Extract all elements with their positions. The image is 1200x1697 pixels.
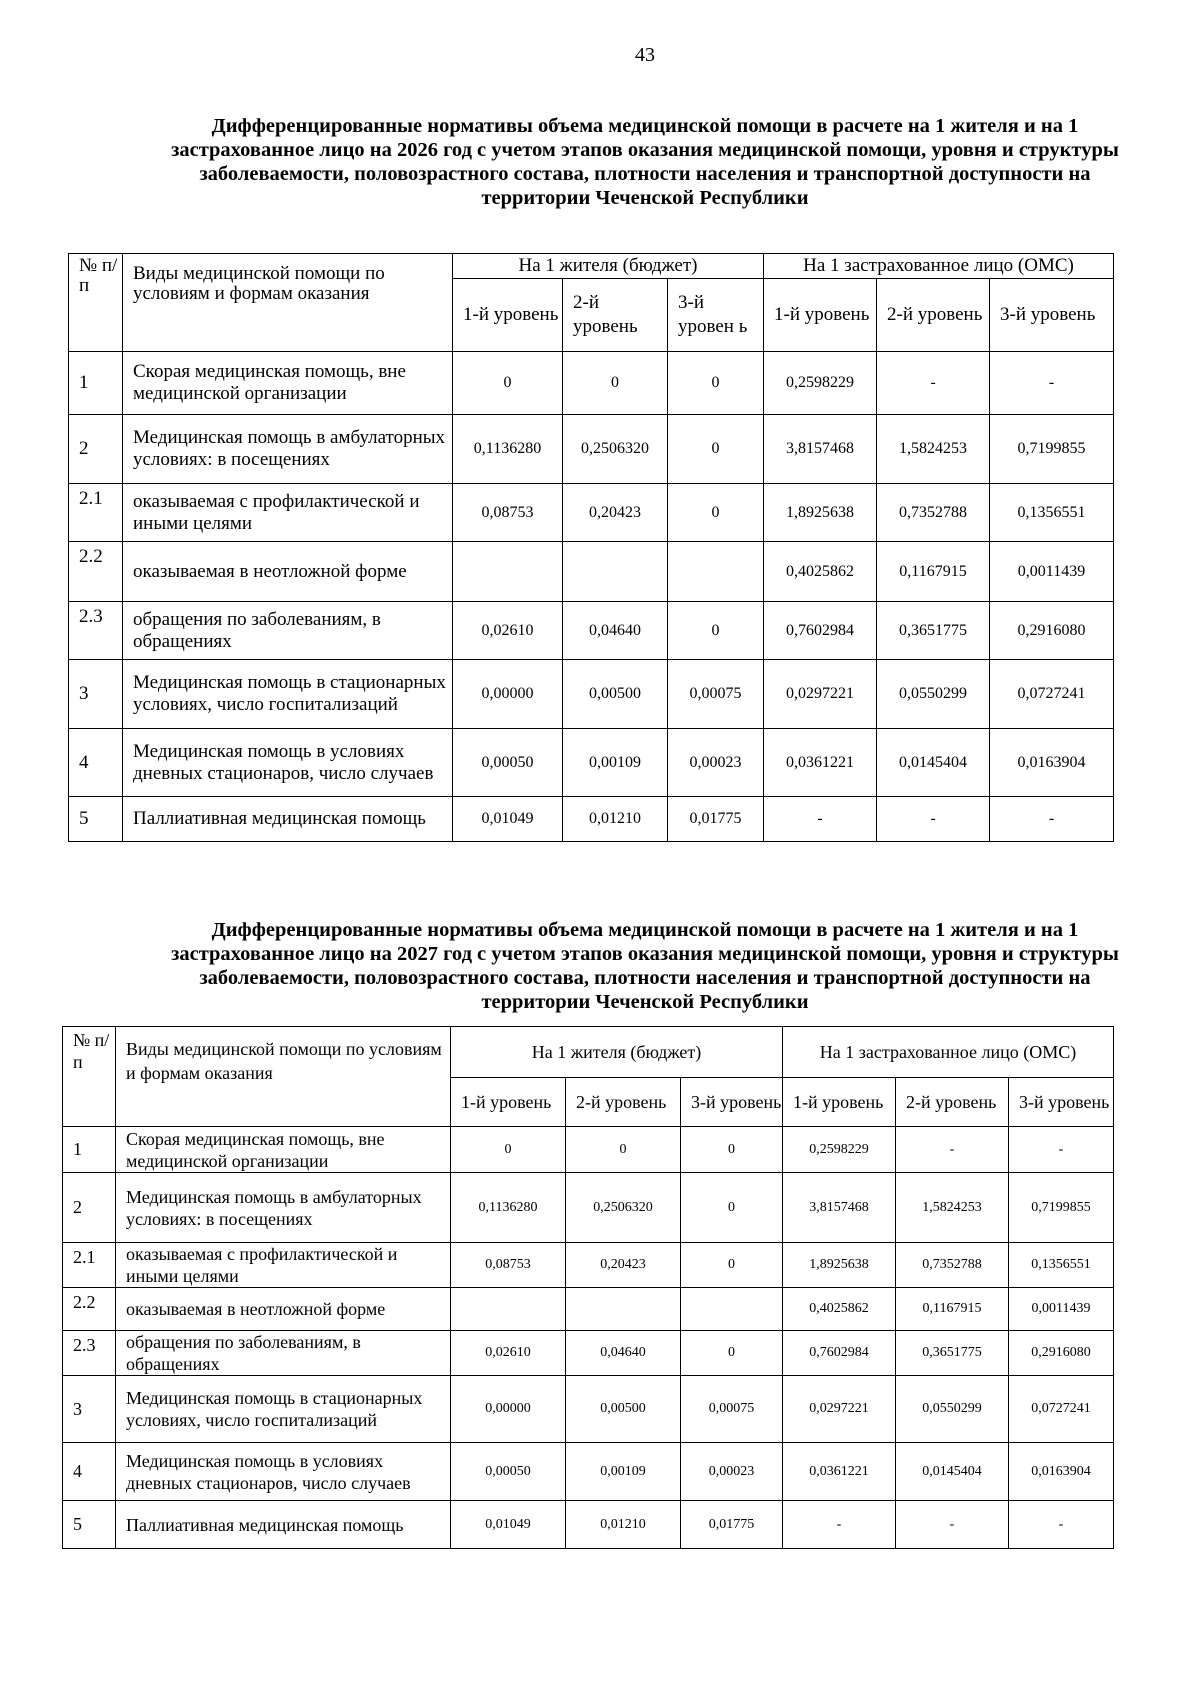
value-cell xyxy=(681,1288,783,1331)
value-cell: 0,2598229 xyxy=(764,352,877,415)
value-cell: 0,0011439 xyxy=(990,542,1114,602)
value-cell: - xyxy=(877,797,990,842)
value-cell: 0,00050 xyxy=(451,1443,566,1501)
value-cell: 0,00000 xyxy=(451,1376,566,1443)
value-cell: - xyxy=(877,352,990,415)
row-name: Медицинская помощь в стационарных условиях, число госпитализаций xyxy=(123,660,453,729)
header-oms: На 1 застрахованное лицо (ОМС) xyxy=(764,254,1114,279)
value-cell: 0,01210 xyxy=(563,797,668,842)
table-row xyxy=(63,1288,1114,1331)
row-index: 2.2 xyxy=(69,542,123,602)
value-cell: 0,08753 xyxy=(451,1243,566,1288)
row-index: 2.3 xyxy=(69,602,123,660)
header-level-2-oms: 2-й уровень xyxy=(896,1078,1009,1127)
row-index: 2.1 xyxy=(63,1243,116,1288)
value-cell: 0,01049 xyxy=(451,1501,566,1549)
table-row xyxy=(63,1376,1114,1443)
value-cell: 0,4025862 xyxy=(764,542,877,602)
table-row xyxy=(69,484,1114,542)
value-cell xyxy=(566,1288,681,1331)
value-cell: 0,7352788 xyxy=(896,1243,1009,1288)
table-row xyxy=(69,660,1114,729)
row-name: Медицинская помощь в амбулаторных условиях: в посещениях xyxy=(116,1173,451,1243)
row-index: 3 xyxy=(63,1376,116,1443)
value-cell: 0 xyxy=(668,602,764,660)
row-name: Медицинская помощь в условиях дневных стационаров, число случаев xyxy=(123,729,453,797)
table-row xyxy=(69,542,1114,602)
value-cell: 0,1167915 xyxy=(896,1288,1009,1331)
header-level-1-budget: 1-й уровень xyxy=(451,1078,566,1127)
value-cell: - xyxy=(990,797,1114,842)
value-cell: 0 xyxy=(681,1243,783,1288)
header-num: № п/п xyxy=(63,1027,116,1127)
value-cell: 0,0727241 xyxy=(990,660,1114,729)
row-index: 3 xyxy=(69,660,123,729)
value-cell: 0,0145404 xyxy=(896,1443,1009,1501)
value-cell: 0,01210 xyxy=(566,1501,681,1549)
page-number: 43 xyxy=(635,44,655,66)
value-cell: 0,00075 xyxy=(668,660,764,729)
value-cell: 0,20423 xyxy=(566,1243,681,1288)
value-cell: 0,7602984 xyxy=(764,602,877,660)
value-cell: 0,1167915 xyxy=(877,542,990,602)
value-cell: 0,00500 xyxy=(566,1376,681,1443)
value-cell: 0,2506320 xyxy=(563,415,668,484)
value-cell: 0,2916080 xyxy=(990,602,1114,660)
header-level-3-oms: 3-й уровень xyxy=(990,279,1114,352)
value-cell: 0,7602984 xyxy=(783,1331,896,1376)
header-level-3-oms: 3-й уровень xyxy=(1009,1078,1114,1127)
value-cell: 0 xyxy=(668,484,764,542)
value-cell: 1,8925638 xyxy=(764,484,877,542)
value-cell: - xyxy=(764,797,877,842)
value-cell: 0,08753 xyxy=(453,484,563,542)
table-2026-body xyxy=(69,352,1114,842)
value-cell: 0,1356551 xyxy=(1009,1243,1114,1288)
value-cell: - xyxy=(1009,1501,1114,1549)
table-2026-title: Дифференцированные нормативы объема медицинской помощи в расчете на 1 жителя и на 1 застрахованное лицо на 2026 год с учетом этапов оказания медицинской помощи, уровня и структуры заболеваемости, половозрастного состава, плотности населения и транспортной доступности на территории Чеченской Республики xyxy=(171,115,1119,209)
value-cell: - xyxy=(896,1127,1009,1173)
header-oms: На 1 застрахованное лицо (ОМС) xyxy=(783,1027,1114,1078)
row-name: оказываемая с профилактической и иными целями xyxy=(116,1243,451,1288)
value-cell: 0,2506320 xyxy=(566,1173,681,1243)
row-name: Паллиативная медицинская помощь xyxy=(123,797,453,842)
value-cell: 0,00050 xyxy=(453,729,563,797)
value-cell: 0,04640 xyxy=(566,1331,681,1376)
value-cell: 0 xyxy=(566,1127,681,1173)
row-index: 4 xyxy=(63,1443,116,1501)
row-name: Паллиативная медицинская помощь xyxy=(116,1501,451,1549)
value-cell: 0 xyxy=(681,1173,783,1243)
row-name: Скорая медицинская помощь, вне медицинской организации xyxy=(123,352,453,415)
value-cell: 3,8157468 xyxy=(783,1173,896,1243)
table-row xyxy=(63,1243,1114,1288)
table-2027-title: Дифференцированные нормативы объема медицинской помощи в расчете на 1 жителя и на 1 застрахованное лицо на 2027 год с учетом этапов оказания медицинской помощи, уровня и структуры заболеваемости, половозрастного состава, плотности населения и транспортной доступности на территории Чеченской Республики xyxy=(171,919,1119,1013)
value-cell: 0,1356551 xyxy=(990,484,1114,542)
value-cell: - xyxy=(783,1501,896,1549)
header-level-2-budget: 2-й уровень xyxy=(566,1078,681,1127)
value-cell: 0,0163904 xyxy=(1009,1443,1114,1501)
table-2026 xyxy=(68,253,1114,842)
value-cell xyxy=(563,542,668,602)
table-row xyxy=(69,602,1114,660)
value-cell: 0 xyxy=(668,352,764,415)
row-name: Медицинская помощь в условиях дневных стационаров, число случаев xyxy=(116,1443,451,1501)
value-cell: 1,5824253 xyxy=(877,415,990,484)
value-cell: 0 xyxy=(451,1127,566,1173)
row-name: Скорая медицинская помощь, вне медицинской организации xyxy=(116,1127,451,1173)
value-cell: 0,3651775 xyxy=(896,1331,1009,1376)
value-cell: 0,0550299 xyxy=(877,660,990,729)
value-cell: 0,04640 xyxy=(563,602,668,660)
header-level-3-budget: 3-й уровень xyxy=(681,1078,783,1127)
value-cell: 0,1136280 xyxy=(453,415,563,484)
value-cell: 0,0145404 xyxy=(877,729,990,797)
value-cell xyxy=(668,542,764,602)
row-name: оказываемая в неотложной форме xyxy=(116,1288,451,1331)
row-name: Медицинская помощь в амбулаторных условиях: в посещениях xyxy=(123,415,453,484)
value-cell: 0 xyxy=(681,1331,783,1376)
value-cell xyxy=(453,542,563,602)
table-row xyxy=(69,352,1114,415)
value-cell xyxy=(451,1288,566,1331)
value-cell: 0,20423 xyxy=(563,484,668,542)
value-cell: 0 xyxy=(453,352,563,415)
value-cell: 1,8925638 xyxy=(783,1243,896,1288)
value-cell: 0,7352788 xyxy=(877,484,990,542)
table-row xyxy=(63,1501,1114,1549)
header-budget: На 1 жителя (бюджет) xyxy=(453,254,764,279)
header-level-1-budget: 1-й уровень xyxy=(453,279,563,352)
value-cell: 0,0297221 xyxy=(764,660,877,729)
header-kinds: Виды медицинской помощи по условиям и формам оказания xyxy=(116,1027,451,1127)
value-cell: 0,4025862 xyxy=(783,1288,896,1331)
table-row xyxy=(69,415,1114,484)
header-level-2-oms: 2-й уровень xyxy=(877,279,990,352)
table-row xyxy=(63,1443,1114,1501)
value-cell: 0,01049 xyxy=(453,797,563,842)
header-num: № п/п xyxy=(69,254,123,352)
value-cell: 0,01775 xyxy=(681,1501,783,1549)
row-name: оказываемая с профилактической и иными целями xyxy=(123,484,453,542)
value-cell: 0,00500 xyxy=(563,660,668,729)
value-cell: - xyxy=(1009,1127,1114,1173)
table-row xyxy=(63,1331,1114,1376)
table-row xyxy=(63,1127,1114,1173)
table-row xyxy=(69,797,1114,842)
value-cell: 0,0163904 xyxy=(990,729,1114,797)
row-index: 4 xyxy=(69,729,123,797)
row-name: оказываемая в неотложной форме xyxy=(123,542,453,602)
row-index: 1 xyxy=(69,352,123,415)
value-cell: 0,1136280 xyxy=(451,1173,566,1243)
value-cell: - xyxy=(896,1501,1009,1549)
header-level-1-oms: 1-й уровень xyxy=(764,279,877,352)
value-cell: 0,00000 xyxy=(453,660,563,729)
value-cell: 0,00109 xyxy=(563,729,668,797)
value-cell: 0,7199855 xyxy=(990,415,1114,484)
value-cell: 0,2598229 xyxy=(783,1127,896,1173)
row-index: 1 xyxy=(63,1127,116,1173)
row-index: 2 xyxy=(69,415,123,484)
header-budget: На 1 жителя (бюджет) xyxy=(451,1027,783,1078)
header-level-1-oms: 1-й уровень xyxy=(783,1078,896,1127)
value-cell: 0,0011439 xyxy=(1009,1288,1114,1331)
value-cell: 0,0727241 xyxy=(1009,1376,1114,1443)
row-name: обращения по заболеваниям, в обращениях xyxy=(123,602,453,660)
value-cell: 0,00109 xyxy=(566,1443,681,1501)
value-cell: 0 xyxy=(563,352,668,415)
value-cell: 0 xyxy=(668,415,764,484)
row-index: 2.1 xyxy=(69,484,123,542)
value-cell: 0,0550299 xyxy=(896,1376,1009,1443)
value-cell: 0,7199855 xyxy=(1009,1173,1114,1243)
value-cell: 0,0361221 xyxy=(783,1443,896,1501)
table-2027-body xyxy=(63,1127,1114,1549)
value-cell: 3,8157468 xyxy=(764,415,877,484)
value-cell: 0,02610 xyxy=(453,602,563,660)
row-name: обращения по заболеваниям, в обращениях xyxy=(116,1331,451,1376)
header-kinds: Виды медицинской помощи по условиям и формам оказания xyxy=(123,254,453,352)
row-name: Медицинская помощь в стационарных условиях, число госпитализаций xyxy=(116,1376,451,1443)
value-cell: 0,3651775 xyxy=(877,602,990,660)
value-cell: 0,00023 xyxy=(681,1443,783,1501)
value-cell: 0,2916080 xyxy=(1009,1331,1114,1376)
value-cell: - xyxy=(990,352,1114,415)
row-index: 2.3 xyxy=(63,1331,116,1376)
value-cell: 0 xyxy=(681,1127,783,1173)
value-cell: 0,00075 xyxy=(681,1376,783,1443)
row-index: 2 xyxy=(63,1173,116,1243)
row-index: 5 xyxy=(69,797,123,842)
value-cell: 0,0297221 xyxy=(783,1376,896,1443)
value-cell: 0,01775 xyxy=(668,797,764,842)
table-row xyxy=(63,1173,1114,1243)
row-index: 2.2 xyxy=(63,1288,116,1331)
value-cell: 0,0361221 xyxy=(764,729,877,797)
table-2027 xyxy=(62,1026,1114,1549)
table-row xyxy=(69,729,1114,797)
header-level-2-budget: 2-й уровень xyxy=(563,279,668,352)
header-level-3-budget: 3-й уровен ь xyxy=(668,279,764,352)
value-cell: 0,02610 xyxy=(451,1331,566,1376)
row-index: 5 xyxy=(63,1501,116,1549)
value-cell: 0,00023 xyxy=(668,729,764,797)
value-cell: 1,5824253 xyxy=(896,1173,1009,1243)
